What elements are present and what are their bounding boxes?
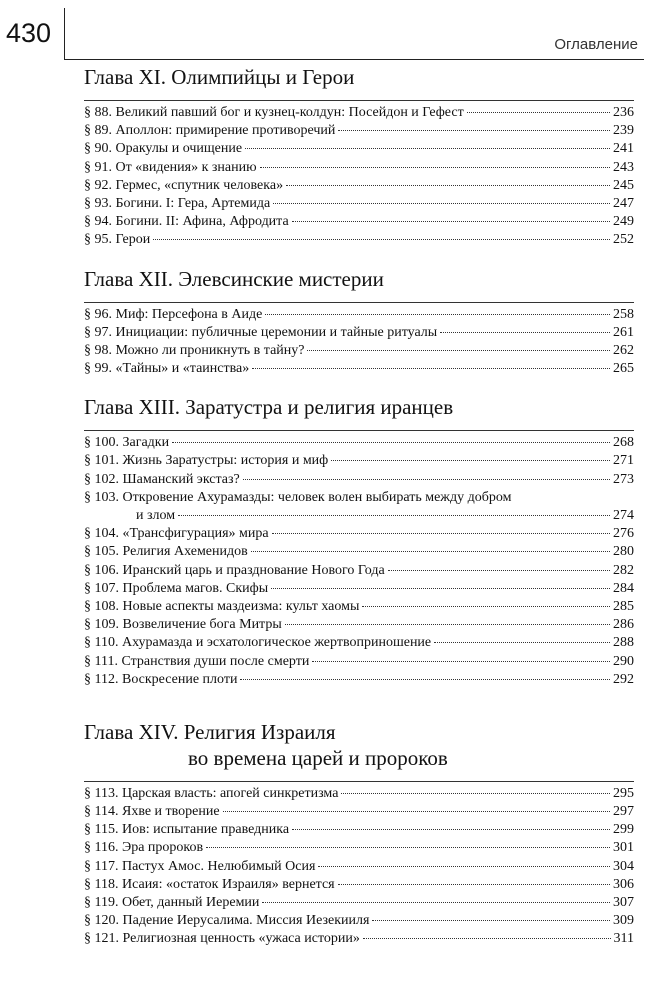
dot-leader [372,920,610,921]
toc-entry-title: § 120. Падение Иерусалима. Миссия Иезекииля [84,913,370,929]
toc-entry[interactable] [84,434,634,452]
toc-entry[interactable] [84,858,634,876]
toc-entry-title: § 89. Аполлон: примирение противоречий [84,123,336,139]
dot-leader [153,239,610,240]
toc-entry-title: § 91. От «видения» к знанию [84,159,257,175]
table-of-contents [84,64,634,949]
toc-entry-page: 249 [613,214,634,230]
toc-entry-page: 247 [613,195,634,211]
toc-entry-title: § 98. Можно ли проникнуть в тайну? [84,342,305,358]
chapter-divider [84,302,634,303]
toc-entry-title: § 112. Воскресение плоти [84,671,238,687]
dot-leader [285,624,610,625]
dot-leader [243,479,610,480]
toc-entry-page: 239 [613,123,634,139]
dot-leader [307,350,610,351]
dot-leader [252,368,610,369]
chapter-title-text: Глава XIV. Религия Израиля [84,719,336,744]
toc-entry[interactable] [84,803,634,821]
toc-entry-page: 297 [613,804,634,820]
toc-entry[interactable] [84,580,634,598]
toc-entry-page: 261 [613,324,634,340]
chapter-divider [84,100,634,101]
toc-entry-title: § 95. Герои [84,232,151,248]
dot-leader [434,642,610,643]
toc-entry-title: § 110. Ахурамазда и эсхатологическое жертвоприношение [84,635,432,651]
toc-entry[interactable] [84,360,634,378]
dot-leader [206,847,610,848]
toc-entry-title: § 105. Религия Ахеменидов [84,544,248,560]
page-header [0,0,668,62]
toc-entry-title: § 90. Оракулы и очищение [84,141,243,157]
toc-entry-page: 288 [613,635,634,651]
toc-entry-title: § 103. Откровение Ахурамазды: человек волен выбирать между добром [84,489,512,505]
chapter-entries [84,434,634,689]
chapter-section [84,266,634,379]
dot-leader [272,533,610,534]
toc-entry-title: § 111. Странствия души после смерти [84,653,310,669]
chapter-section [84,64,634,250]
toc-entry-title: § 101. Жизнь Заратустры: история и миф [84,453,329,469]
chapter-entries [84,785,634,949]
toc-entry[interactable] [84,598,634,616]
chapter-title [84,394,634,420]
toc-entry-page: 241 [613,141,634,157]
toc-entry-page: 301 [613,840,634,856]
toc-entry-title: § 114. Яхве и творение [84,804,220,820]
dot-leader [240,679,610,680]
dot-leader [260,167,610,168]
toc-entry-title: § 92. Гермес, «спутник человека» [84,177,284,193]
toc-entry-page: 252 [613,232,634,248]
toc-entry-title: § 99. «Тайны» и «таинства» [84,361,250,377]
toc-entry-title-cont: и злом [136,508,176,524]
toc-entry[interactable] [84,159,634,177]
chapter-title-line2: во времена царей и пророков [188,745,448,770]
toc-entry-title: § 117. Пастух Амос. Нелюбимый Осия [84,858,316,874]
toc-entry[interactable] [84,525,634,543]
running-head: Оглавление [554,36,638,53]
toc-entry-title: § 108. Новые аспекты маздеизма: культ хаомы [84,598,360,614]
toc-entry-title: § 109. Возвеличение бога Митры [84,617,282,633]
dot-leader [262,902,610,903]
dot-leader [292,221,610,222]
toc-entry-page: 282 [613,562,634,578]
toc-entry-page: 274 [613,508,634,524]
toc-entry[interactable] [84,894,634,912]
toc-entry[interactable] [84,471,634,489]
toc-entry-title: § 119. Обет, данный Иеремии [84,895,260,911]
toc-entry-page: 299 [613,822,634,838]
chapter-section [84,719,634,949]
header-vertical-rule [64,8,65,60]
toc-entry-page: 311 [613,931,634,947]
toc-entry-page: 271 [613,453,634,469]
dot-leader [318,866,610,867]
chapter-divider [84,781,634,782]
toc-entry-page: 280 [613,544,634,560]
toc-entry-page: 290 [613,653,634,669]
toc-entry-title: § 121. Религиозная ценность «ужаса истории» [84,931,360,947]
toc-entry-page: 273 [613,471,634,487]
page-number: 430 [6,18,52,48]
toc-entry-page: 245 [613,177,634,193]
chapter-title-text: Глава XII. Элевсинские мистерии [84,266,384,291]
toc-entry[interactable] [84,821,634,839]
dot-leader [271,588,610,589]
toc-entry-page: 309 [613,913,634,929]
toc-entry[interactable] [84,785,634,803]
toc-entry-title: § 100. Загадки [84,435,170,451]
dot-leader [341,793,610,794]
toc-entry-title: § 113. Царская власть: апогей синкретизма [84,785,339,801]
toc-entry-page: 306 [613,876,634,892]
chapter-title [84,64,634,90]
dot-leader [388,570,610,571]
chapter-entries [84,306,634,379]
chapter-entries [84,104,634,250]
toc-entry[interactable] [84,324,634,342]
toc-entry-title: § 102. Шаманский экстаз? [84,471,240,487]
toc-entry-page: 265 [613,361,634,377]
toc-entry[interactable] [84,912,634,930]
toc-entry[interactable] [84,671,634,689]
toc-entry[interactable] [84,140,634,158]
toc-entry[interactable] [84,489,634,525]
toc-entry-page: 258 [613,306,634,322]
toc-entry-title: § 106. Иранский царь и празднование Нового Года [84,562,385,578]
toc-entry-page: 285 [613,598,634,614]
toc-entry-title: § 96. Миф: Персефона в Аиде [84,306,263,322]
dot-leader [338,130,610,131]
toc-entry-title: § 88. Великий павший бог и кузнец-колдун: Посейдон и Гефест [84,105,464,120]
toc-entry-title: § 107. Проблема магов. Скифы [84,580,269,596]
toc-entry-page: 284 [613,580,634,596]
toc-entry[interactable] [84,231,634,249]
dot-leader [440,332,610,333]
dot-leader [223,811,610,812]
toc-entry-page: 292 [613,671,634,687]
toc-entry-page: 262 [613,342,634,358]
toc-entry-title: § 94. Богини. II: Афина, Афродита [84,214,289,230]
toc-entry[interactable] [84,177,634,195]
toc-entry[interactable] [84,876,634,894]
dot-leader [331,460,610,461]
dot-leader [312,661,610,662]
toc-entry-title: § 93. Богини. I: Гера, Артемида [84,195,271,211]
chapter-divider [84,430,634,431]
toc-entry[interactable] [84,122,634,140]
toc-entry-title: § 116. Эра пророков [84,840,204,856]
toc-entry-page: 236 [613,105,634,120]
dot-leader [338,884,610,885]
toc-entry-title: § 118. Исаия: «остаток Израиля» вернется [84,876,335,892]
dot-leader [363,938,611,939]
dot-leader [172,442,610,443]
toc-entry-page: 243 [613,159,634,175]
dot-leader [273,203,610,204]
toc-entry-page: 304 [613,858,634,874]
dot-leader [245,148,610,149]
toc-entry-page: 268 [613,435,634,451]
toc-entry-page: 276 [613,526,634,542]
dot-leader [265,314,610,315]
toc-entry[interactable] [84,195,634,213]
chapter-title-text: Глава XI. Олимпийцы и Герои [84,65,355,89]
toc-entry-page: 295 [613,785,634,801]
toc-entry[interactable] [84,213,634,231]
toc-entry[interactable] [84,616,634,634]
dot-leader [467,112,610,113]
toc-entry[interactable] [84,839,634,857]
toc-entry[interactable] [84,306,634,324]
toc-entry-title: § 97. Инициации: публичные церемонии и тайные ритуалы [84,324,438,340]
toc-entry[interactable] [84,562,634,580]
chapter-title [84,266,634,292]
toc-entry-title: § 115. Иов: испытание праведника [84,822,290,838]
toc-entry[interactable] [84,543,634,561]
dot-leader [178,515,610,516]
dot-leader [251,551,610,552]
chapter-title [84,719,634,771]
dot-leader [362,606,610,607]
toc-entry[interactable] [84,342,634,360]
toc-entry-title: § 104. «Трансфигурация» мира [84,526,269,542]
toc-entry[interactable] [84,104,634,122]
toc-entry-page: 286 [613,617,634,633]
toc-entry[interactable] [84,634,634,652]
dot-leader [286,185,610,186]
toc-entry[interactable] [84,930,634,948]
toc-entry-page: 307 [613,895,634,911]
dot-leader [292,829,610,830]
chapter-title-text: Глава XIII. Заратустра и религия иранцев [84,395,454,420]
toc-entry[interactable] [84,653,634,671]
toc-entry[interactable] [84,452,634,470]
chapter-section [84,394,634,689]
header-horizontal-rule [64,59,644,60]
